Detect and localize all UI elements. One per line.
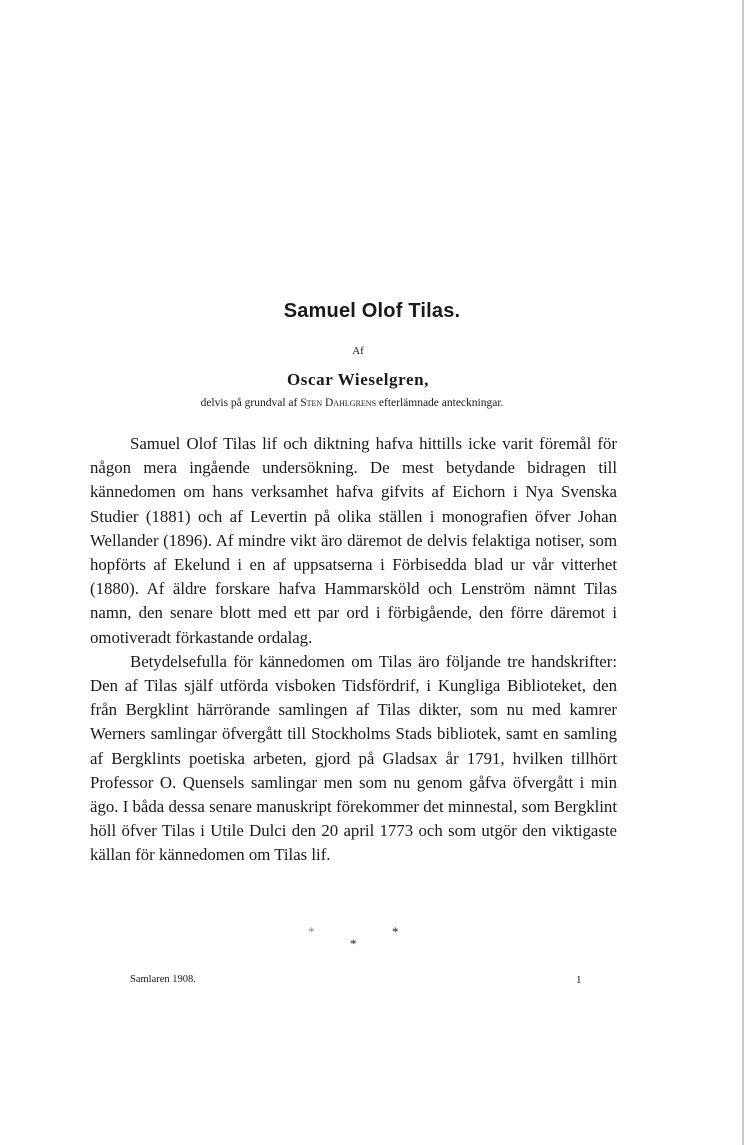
paragraph-1: Samuel Olof Tilas lif och diktning hafva hittills icke varit föremål för någon mera ingående undersökning. De mest betydande bidragen till kännedomen om hans verksamhet hafva gifvits af Eichorn i Nya Svenska Studier (1881) och af Levertin på olika ställen i monografien öfver Johan Wellander (1896). Af mindre vikt äro däremot de delvis felaktiga notiser, som hopförts af Ekelund i en af uppsatserna i Förbisedda blad ur vår vitterhet (1880). Af äldre forskare hafva Hammarsköld och Lenström nämnt Tilas namn, den senare blott med ett par ord i förbigående, den förre däremot i omotiveradt förkastande ordalag. xyxy=(90,434,617,647)
byline-af: Af xyxy=(352,345,364,357)
journal-footer: Samlaren 1908. xyxy=(130,974,196,985)
subtitle-name: Sten Dahlgrens xyxy=(300,397,377,409)
separator-star: * xyxy=(392,924,399,939)
paragraph-2: Betydelsefulla för kännedomen om Tilas äro följande tre handskrifter: Den af Tilas själf utförda visboken Tidsfördrif, i Kungliga Biblioteket, den från Bergklint härrörande samlingen af Tilas dikter, som nu med kamrer Werners samlingar öfvergått till Stockholms Stads bibliotek, samt en samling af Bergklints poetiska arbeten, gjord på Gladsax år 1791, hvilken tillhört Professor O. Quensels samlingar men som nu genom gåfva öfvergått i min ägo. I båda dessa senare manuskript förekommer det minnestal, som Bergklint höll öfver Tilas i Utile Dulci den 20 april 1773 och som utgör den viktigaste källan för kännedomen om Tilas lif. xyxy=(90,651,617,865)
author-subtitle xyxy=(0,397,704,409)
article-body xyxy=(90,432,617,868)
separator-star: * xyxy=(350,936,357,951)
author-name: Oscar Wieselgren, xyxy=(286,370,430,389)
article-title: Samuel Olof Tilas. xyxy=(283,300,461,322)
subtitle-suffix: efterlämnade anteckningar. xyxy=(378,397,504,409)
separator-star: * xyxy=(308,924,315,939)
subtitle-prefix: delvis på grundval af xyxy=(200,397,298,409)
page-number: 1 xyxy=(576,974,582,986)
section-separator xyxy=(300,922,410,958)
